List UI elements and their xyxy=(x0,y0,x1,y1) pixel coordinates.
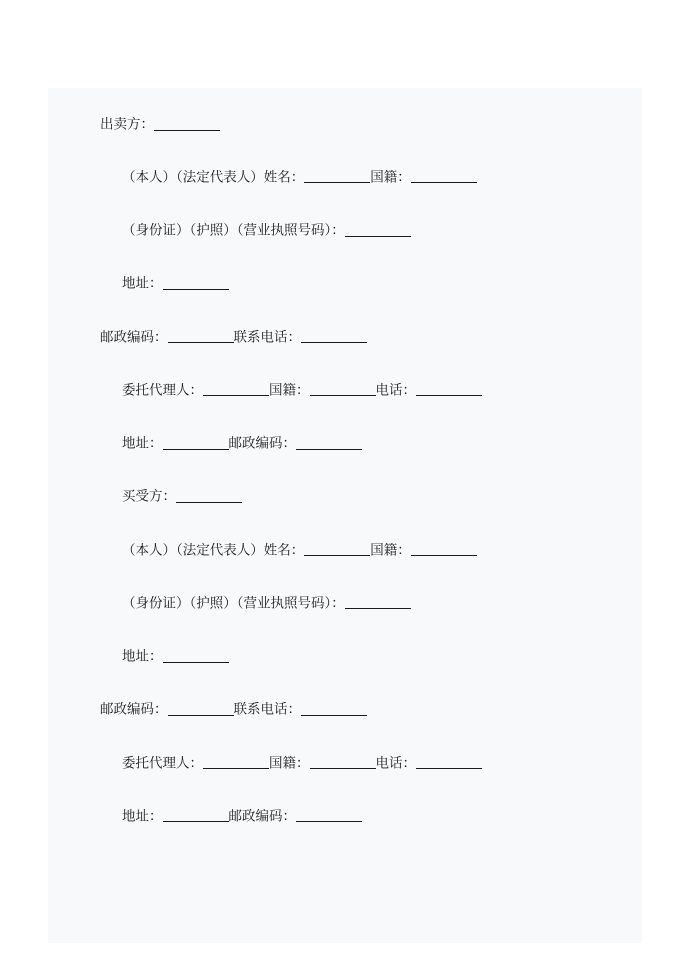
fill-in-blank[interactable] xyxy=(168,701,234,716)
line-text: 国籍： xyxy=(370,169,411,185)
document-line xyxy=(100,699,594,720)
line-text: 电话： xyxy=(375,755,416,770)
line-text: 出卖方： xyxy=(100,116,154,132)
document-line xyxy=(100,593,594,614)
fill-in-blank[interactable] xyxy=(203,382,269,397)
fill-in-blank[interactable] xyxy=(163,648,229,663)
fill-in-blank[interactable] xyxy=(411,169,477,184)
fill-in-blank[interactable] xyxy=(296,435,362,450)
fill-in-blank[interactable] xyxy=(304,169,370,184)
fill-in-blank[interactable] xyxy=(163,808,229,823)
document-line xyxy=(100,646,594,667)
line-text: 委托代理人： xyxy=(122,382,203,398)
line-text: 联系电话： xyxy=(233,329,301,344)
fill-in-blank[interactable] xyxy=(310,382,376,397)
document-line xyxy=(100,273,594,294)
line-text: （本人）（法定代表人）姓名： xyxy=(122,542,305,557)
document-line xyxy=(100,220,594,241)
line-text: 联系电话： xyxy=(233,701,301,717)
fill-in-blank[interactable] xyxy=(411,542,477,557)
line-text: （身份证）（护照）（营业执照号码）： xyxy=(122,595,345,611)
document-line xyxy=(100,380,594,401)
line-text: 地址： xyxy=(122,808,163,824)
fill-in-blank[interactable] xyxy=(304,542,370,557)
document-page xyxy=(48,88,642,943)
document-line xyxy=(100,753,594,774)
line-text: 邮政编码： xyxy=(100,701,168,717)
fill-in-blank[interactable] xyxy=(163,435,229,450)
line-text: 邮政编码： xyxy=(228,435,296,451)
fill-in-blank[interactable] xyxy=(416,755,482,770)
document-body xyxy=(100,114,594,827)
fill-in-blank[interactable] xyxy=(345,595,411,610)
document-line xyxy=(100,327,594,348)
fill-in-blank[interactable] xyxy=(163,275,229,290)
line-text: 委托代理人： xyxy=(122,755,203,770)
line-text: （身份证）（护照）（营业执照号码）： xyxy=(122,222,345,238)
line-text: 国籍： xyxy=(370,542,411,557)
line-text: 地址： xyxy=(122,275,163,291)
fill-in-blank[interactable] xyxy=(301,329,367,344)
line-text: 国籍： xyxy=(269,755,310,770)
fill-in-blank[interactable] xyxy=(301,701,367,716)
fill-in-blank[interactable] xyxy=(296,808,362,823)
fill-in-blank[interactable] xyxy=(154,116,220,131)
document-line xyxy=(100,167,594,188)
fill-in-blank[interactable] xyxy=(310,755,376,770)
fill-in-blank[interactable] xyxy=(168,329,234,344)
line-text: 电话： xyxy=(375,382,416,398)
fill-in-blank[interactable] xyxy=(345,222,411,237)
document-line xyxy=(100,114,594,135)
document-line xyxy=(100,540,594,561)
line-text: 国籍： xyxy=(269,382,310,398)
document-line xyxy=(100,806,594,827)
line-text: 邮政编码： xyxy=(100,329,168,344)
line-text: 买受方： xyxy=(122,488,176,504)
document-line xyxy=(100,486,594,507)
line-text: 邮政编码： xyxy=(228,808,296,824)
line-text: （本人）（法定代表人）姓名： xyxy=(122,169,305,185)
line-text: 地址： xyxy=(122,648,163,664)
fill-in-blank[interactable] xyxy=(416,382,482,397)
fill-in-blank[interactable] xyxy=(203,755,269,770)
fill-in-blank[interactable] xyxy=(176,488,242,503)
document-line xyxy=(100,433,594,454)
line-text: 地址： xyxy=(122,435,163,451)
